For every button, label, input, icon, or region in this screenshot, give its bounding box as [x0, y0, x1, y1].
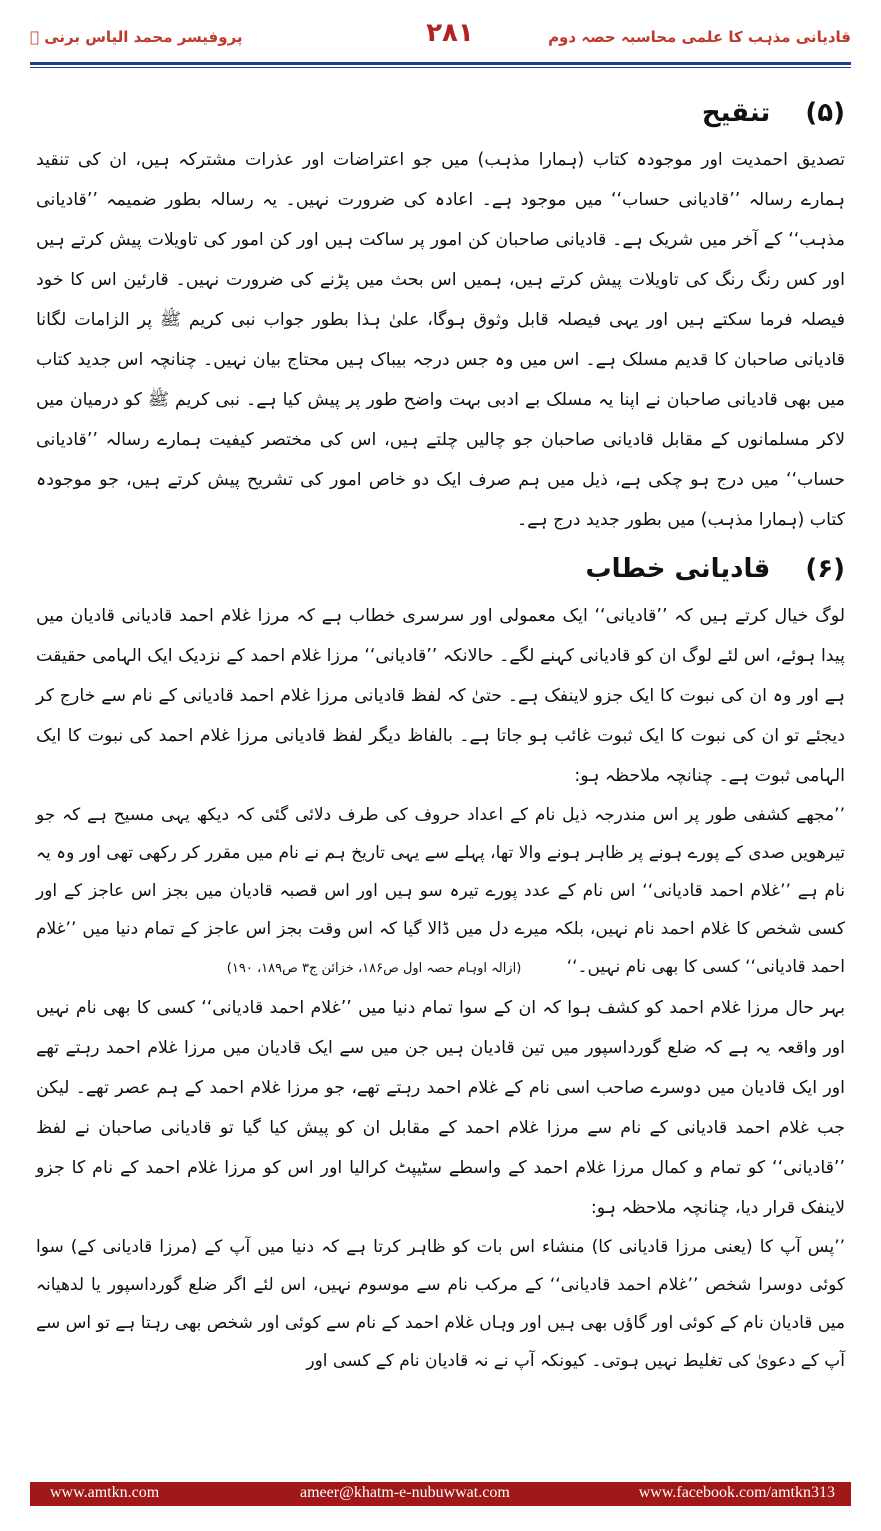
section6-paragraph-1: لوگ خیال کرتے ہیں کہ ’’قادیانی‘‘ ایک معمولی اور سرسری خطاب ہے کہ مرزا غلام احمد قادیانی قادیان میں پیدا ہوئے، اس لئے لوگ ان کو قادیانی کہنے لگے۔ حالانکہ ’’قادیانی‘‘ مرزا غلام احمد کے نزدیک ایک الہامی حقیقت ہے اور وہ ان کی نبوت کا ایک جزو لاینفک ہے۔ حتیٰ کہ لفظ قادیانی مرزا غلام احمد قادیانی کے نام سے خارج کر دیجئے تو ان کی نبوت کا ایک ثبوت غائب ہو جاتا ہے۔ بالفاظ دیگر لفظ قادیانی مرزا غلام احمد کی نبوت کا ایک الہامی ثبوت ہے۔ چنانچہ ملاحظہ ہو:: [36, 606, 845, 786]
quote-1-text: ’’مجھے کشفی طور پر اس مندرجہ ذیل نام کے اعداد حروف کی طرف دلائی گئی کہ دیکھ یہی مسیح ہے کہ جو تیرھویں صدی کے پورے ہونے پر ظاہر ہونے والا تھا، پہلے سے یہی تاریخ ہم نے نام میں مقرر کر رکھی تھی اور وہ یہ نام ہے ’’غلام احمد قادیانی‘‘ اس نام کے عدد پورے تیرہ سو ہیں اور اس قصبہ قادیان میں بجز اس عاجز کے اور کسی شخص کا غلام احمد نام نہیں، بلکہ میرے دل میں ڈالا گیا کہ اس وقت بجز اس عاجز کے تمام دنیا میں ’’غلام احمد قادیانی‘‘ کسی کا بھی نام نہیں۔‘‘: [36, 805, 845, 977]
email-link[interactable]: ameer@khatm-e-nubuwwat.com: [300, 1484, 510, 1501]
book-title: قادیانی مذہب کا علمی محاسبہ حصہ دوم: [548, 28, 851, 46]
header-divider-thin: [30, 67, 851, 68]
section-title: تنقیح: [701, 98, 771, 128]
section-heading-6: [36, 554, 845, 584]
author-name: پروفیسر محمد الیاس برنی ﷫: [30, 28, 243, 46]
section6-paragraph-2: بہر حال مرزا غلام احمد کو کشف ہوا کہ ان کے سوا تمام دنیا میں ’’غلام احمد قادیانی‘‘ کسی کا بھی نام نہیں اور واقعہ یہ ہے کہ ضلع گورداسپور میں تین قادیان ہیں جن میں سے ایک قادیان میں مرزا غلام احمد رہتے تھے اور ایک قادیان میں دوسرے صاحب اسی نام کے غلام احمد رہتے تھے، جو مرزا غلام احمد کے ہم عصر تھے۔ لیکن جب غلام احمد قادیانی کے نام سے مرزا غلام احمد کے مقابل ان کو پیش کیا گیا تو قادیانی صاحبان نے لفظ ’’قادیانی‘‘ کو تمام و کمال مرزا غلام احمد کے واسطے سٹیپٹ کرالیا اور اس کو مرزا غلام احمد کے نام کا جزو لاینفک قرار دیا، چنانچہ ملاحظہ ہو:: [36, 998, 845, 1218]
quote-2: ’’پس آپ کا (یعنی مرزا قادیانی کا) منشاء اس بات کو ظاہر کرتا ہے کہ دنیا میں آپ کے (مرزا قادیانی کے) سوا کوئی دوسرا شخص ’’غلام احمد قادیانی‘‘ کے مرکب نام سے موسوم نہیں، اس لئے اگر ضلع گورداسپور یا لدھیانہ میں قادیان نام کے کوئی اور گاؤں بھی ہیں اور وہاں غلام احمد کے نام سے کوئی اور شخص بھی رہتا ہے تو اس سے آپ کے دعویٰ کی تغلیط نہیں ہوتی۔ کیونکہ آپ نے نہ قادیان نام کے کسی اور: [36, 1237, 845, 1371]
quote-1-reference: (ازالہ اوہام حصہ اول ص۱۸۶، خزائن ج۳ ص۱۸۹، ۱۹۰): [226, 961, 522, 976]
section-title: قادیانی خطاب: [585, 554, 771, 584]
website-link[interactable]: www.amtkn.com: [50, 1484, 160, 1501]
header-divider: [30, 62, 851, 65]
quote-1: [36, 796, 845, 988]
section5-paragraph: تصدیق احمدیت اور موجودہ کتاب (ہمارا مذہب) میں جو اعتراضات اور عذرات مشترکہ ہیں، ان کی تنقید ہمارے رسالہ ’’قادیانی حساب‘‘ میں موجود ہے۔ اعادہ کی ضرورت نہیں۔ یہ رسالہ بطور ضمیمہ ’’قادیانی مذہب‘‘ کے آخر میں شریک ہے۔ قادیانی صاحبان کن امور پر ساکت ہیں اور کن امور کی تاویلات پیش کرتے ہیں اور کس رنگ رنگ کی تاویلات پیش کرتے ہیں، ہمیں اس بحث میں پڑنے کی ضرورت نہیں۔ قارئین اس کا خود فیصلہ فرما سکتے ہیں اور یہی فیصلہ قابل وثوق ہوگا، علیٰ ہذا بطور جواب نبی کریم ﷺ پر الزامات لگانا قادیانی صاحبان کا قدیم مسلک ہے۔ اس میں وہ جس درجہ بیباک ہیں محتاج بیان نہیں۔ چنانچہ اس جدید کتاب میں بھی قادیانی صاحبان نے اپنا یہ مسلک بے ادبی بہت واضح طور پر پیش کیا ہے۔ نبی کریم ﷺ کو درمیان میں لاکر مسلمانوں کے مقابل قادیانی صاحبان جو چالیں چلتے ہیں، اس کی مختصر کیفیت ہمارے رسالہ ’’قادیانی حساب‘‘ میں درج ہو چکی ہے، ذیل میں ہم صرف ایک دو خاص امور کی تشریح پیش کرتے ہیں، جو موجودہ کتاب (ہمارا مذہب) میں بطور جدید درج ہے۔: [36, 150, 845, 530]
facebook-link[interactable]: www.facebook.com/amtkn313: [638, 1484, 835, 1501]
page-header: [30, 18, 851, 58]
page-body: [36, 92, 845, 1380]
page-footer: [30, 1482, 851, 1506]
page-number: ۲۸۱: [426, 18, 474, 48]
section-number: (۵): [805, 98, 845, 128]
section-heading-5: [36, 98, 845, 128]
section-number: (۶): [805, 554, 845, 584]
